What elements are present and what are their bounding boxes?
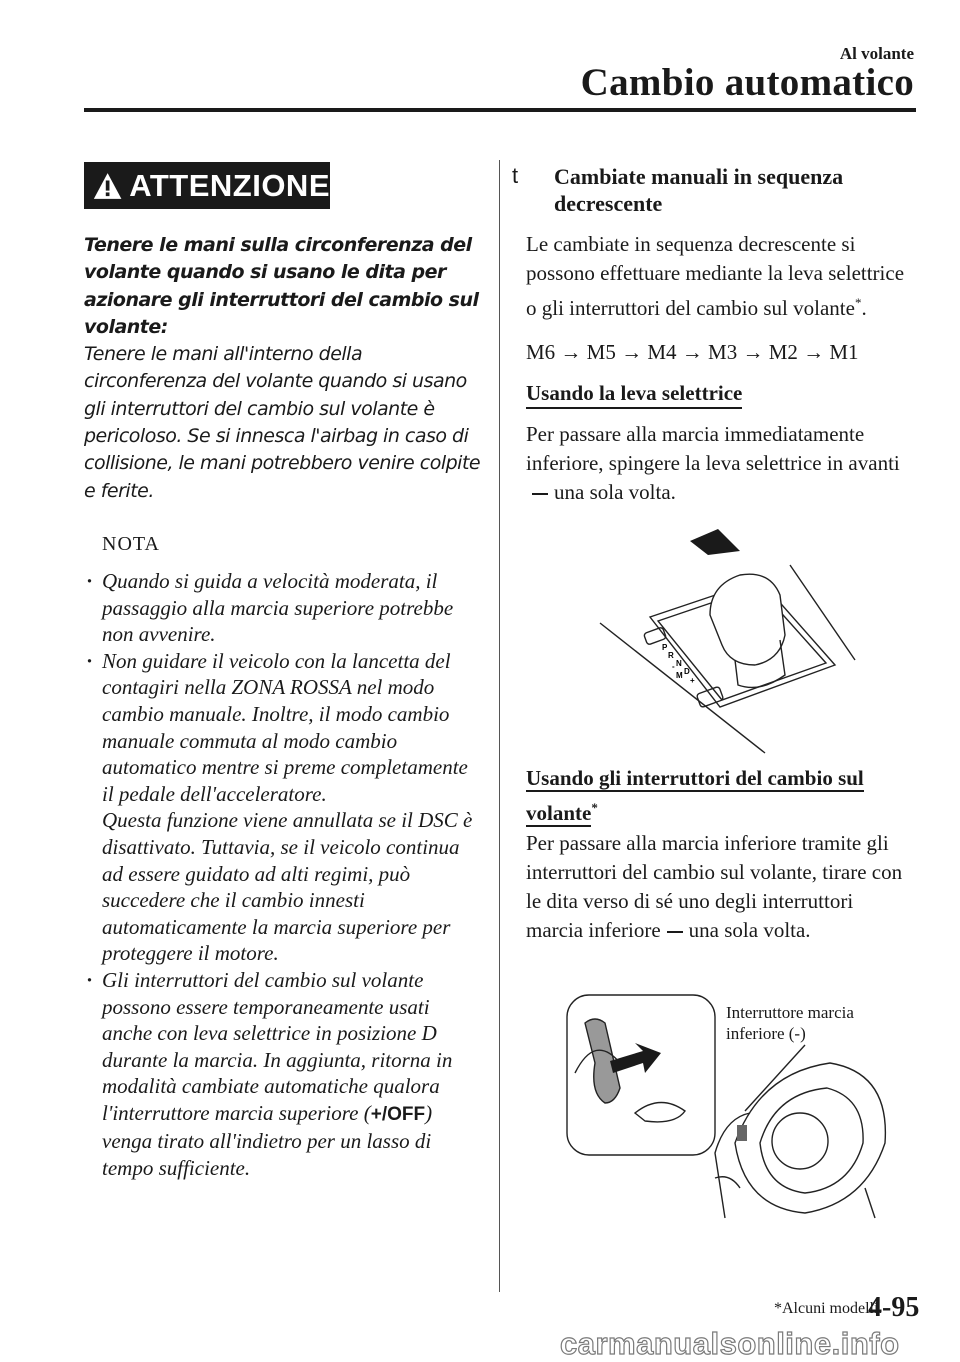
list-item: Questa funzione viene annullata se il DSC è disattivato. Tuttavia, se il veicolo continua ad essere guidato ad alti regimi, può succedere che il cambio innesti automaticamente la marcia superiore per proteggere il motore.	[102, 808, 473, 966]
gear-label-m: M	[676, 671, 683, 680]
watermark: carmanualsonline.info	[560, 1326, 900, 1361]
gear-label-p: P	[662, 643, 668, 652]
warning-triangle-icon	[92, 170, 123, 202]
column-divider	[499, 160, 500, 1292]
warning-label: ATTENZIONE	[129, 167, 330, 203]
warning-body	[84, 232, 484, 505]
list-item: · Non guidare il veicolo con la lancetta del contagiri nella ZONA ROSSA nel modo cambio manuale. Inoltre, il modo cambio manuale commuta al modo cambio automatico mentre si preme completamente il pedale dell'acceleratore.	[84, 648, 484, 808]
asterisk: *	[591, 800, 598, 815]
paragraph-text: Le cambiate in sequenza decrescente si possono effettuare mediante la leva selettrice o gli interruttori del cambio sul volante	[526, 232, 905, 320]
warning-text: Tenere le mani all'interno della circonferenza del volante quando si usano gli interruttori del cambio sul volante è pericoloso. Se si innesca l'airbag in caso di collisione, le mani potrebbero venire colpite e ferite.	[84, 343, 481, 502]
gear-sequence: M6 → M5 → M4 → M3 → M2 → M1	[526, 340, 859, 364]
section-marker: t	[512, 163, 519, 188]
upshift-key-label: +/OFF	[370, 1103, 426, 1125]
subheading-selector-lever: Usando la leva selettrice	[526, 381, 742, 409]
list-item-text: Gli interruttori del cambio sul volante possono essere temporaneamente usati anche con leva selettrice in posizione D durante la marcia. In aggiunta, ritorna in modalità cambiate automatiche qualora l'interruttore marcia superiore (	[102, 967, 453, 1125]
paragraph	[526, 420, 906, 507]
warning-badge	[84, 162, 330, 209]
paragraph	[526, 230, 906, 323]
figure-callout	[726, 1002, 854, 1044]
list-item: · Quando si guida a velocità moderata, il passaggio alla marcia superiore potrebbe non avvenire.	[84, 568, 484, 648]
minus-symbol	[532, 493, 548, 495]
paragraph-text: Per passare alla marcia inferiore tramite gli interruttori del cambio sul volante, tirare con le dita verso di sé uno degli interruttori marcia inferiore	[526, 831, 903, 942]
subheading-steering-switches	[526, 764, 896, 828]
paragraph-text: Per passare alla marcia immediatamente inferiore, spingere la leva selettrice in avanti	[526, 422, 900, 475]
selector-lever-illustration	[590, 525, 870, 755]
gear-label-d: D	[684, 667, 690, 676]
list-item-text: ) venga tirato all'indietro per un lasso di tempo sufficiente.	[102, 1100, 433, 1181]
gear-label-minus: -	[672, 662, 675, 671]
header-rule	[84, 108, 916, 112]
gear-label-n: N	[676, 659, 682, 668]
gear-label-r: R	[668, 651, 674, 660]
minus-symbol	[667, 931, 683, 933]
gear-label-plus: +	[690, 676, 695, 685]
footnote: *Alcuni modelli.	[774, 1300, 883, 1317]
section-name: Al volante	[839, 44, 914, 63]
subheading-text: Usando gli interruttori del cambio sul volante	[526, 766, 864, 825]
paragraph-text: una sola volta.	[554, 480, 676, 504]
paragraph-text: .	[861, 296, 867, 320]
paragraph	[526, 829, 906, 945]
callout-line: inferiore (-)	[726, 1024, 806, 1043]
callout-line: Interruttore marcia	[726, 1003, 854, 1022]
page-number: 4-95	[868, 1292, 920, 1323]
note-heading: NOTA	[102, 533, 160, 555]
warning-bold-text: Tenere le mani sulla circonferenza del volante quando si usano le dita per azionare gli interruttori del cambio sul volante:	[84, 234, 479, 338]
paragraph-text: una sola volta.	[688, 918, 811, 942]
asterisk: *	[854, 295, 862, 310]
section-heading: Cambiate manuali in sequenza decrescente	[554, 164, 844, 216]
note-list	[84, 568, 484, 1182]
page-title: Cambio automatico	[580, 61, 914, 104]
list-item	[84, 967, 484, 1182]
